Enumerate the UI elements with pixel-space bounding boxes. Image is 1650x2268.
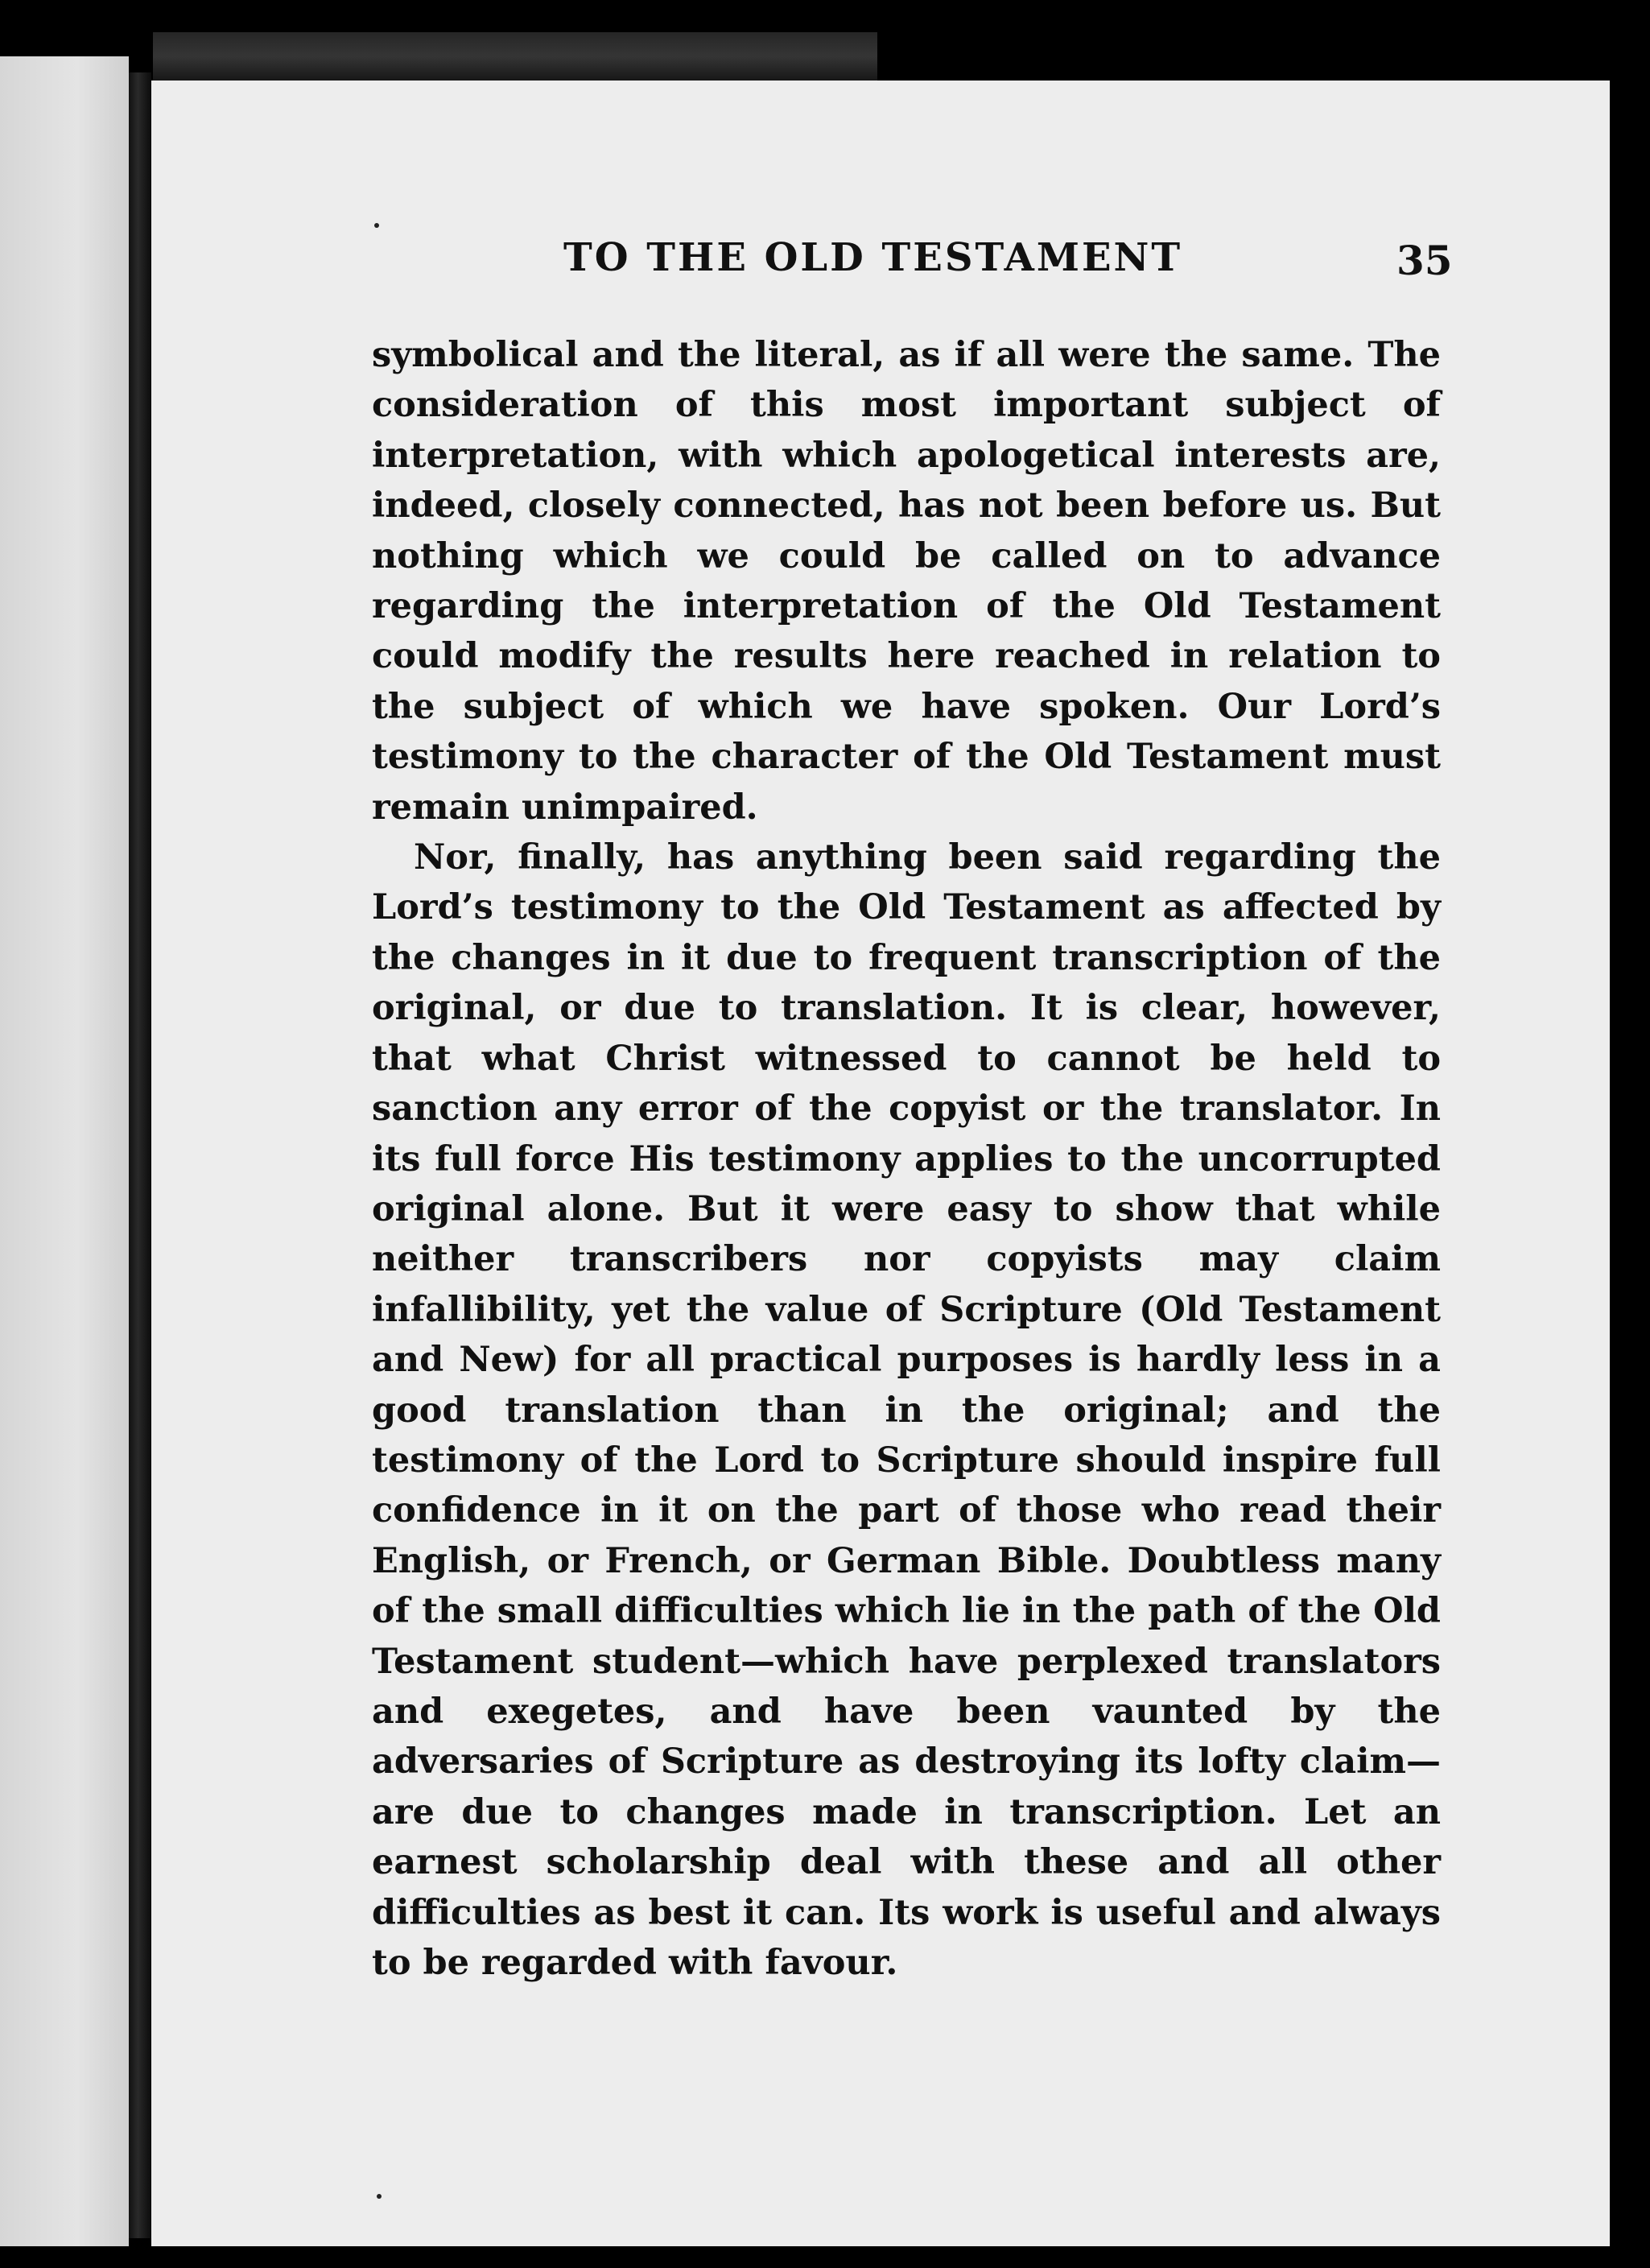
speck-mark (377, 2194, 382, 2199)
top-edge-strip (153, 32, 877, 81)
page-number: 35 (1396, 237, 1453, 284)
facing-page-edge (0, 56, 129, 2246)
paragraph-nor-finally: Nor, finally, has anything been said regarding the Lord’s testimony to the Old Testament as affected by the changes in it due to frequent transcription of the original, or due to translation. It is clear, however, that what Christ witnessed to cannot be held to sanction any error of the copyist or the translator. In its full force His testimony applies to the uncorrupted original alone. But it were easy to show that while neither transcribers nor copyists may claim infallibility, yet the value of Scripture (Old Testament and New) for all practical purposes is hardly less in a good translation than in the original; and the testimony of the Lord to Scripture should inspire full confidence in it on the part of those who read their English, or French, or German Bible. Doubtless many of the small difficulties which lie in the path of the Old Testament student—which have perplexed translators and exegetes, and have been vaunted by the adversaries of Scripture as destroying its lofty claim—are due to changes made in transcription. Let an earnest scholarship deal with these and all other difficulties as best it can. Its work is useful and always to be regarded with favour. (372, 837, 1441, 1983)
speck-mark (374, 223, 379, 228)
paragraph-continuation: symbolical and the literal, as if all were the same. The consideration of this most important subject of interpretation, with which apologetical interests are, indeed, closely connected, has not been before us. But nothing which we could be called on to advance regarding the interpretation of the Old Testament could modify the results here reached in relation to the subject of which we have spoken. Our Lord’s testimony to the character of the Old Testament must remain unimpaired. (372, 335, 1441, 828)
running-head: TO THE OLD TESTAMENT (563, 235, 1183, 280)
body-text (372, 330, 1441, 1988)
book-gutter (129, 72, 151, 2238)
